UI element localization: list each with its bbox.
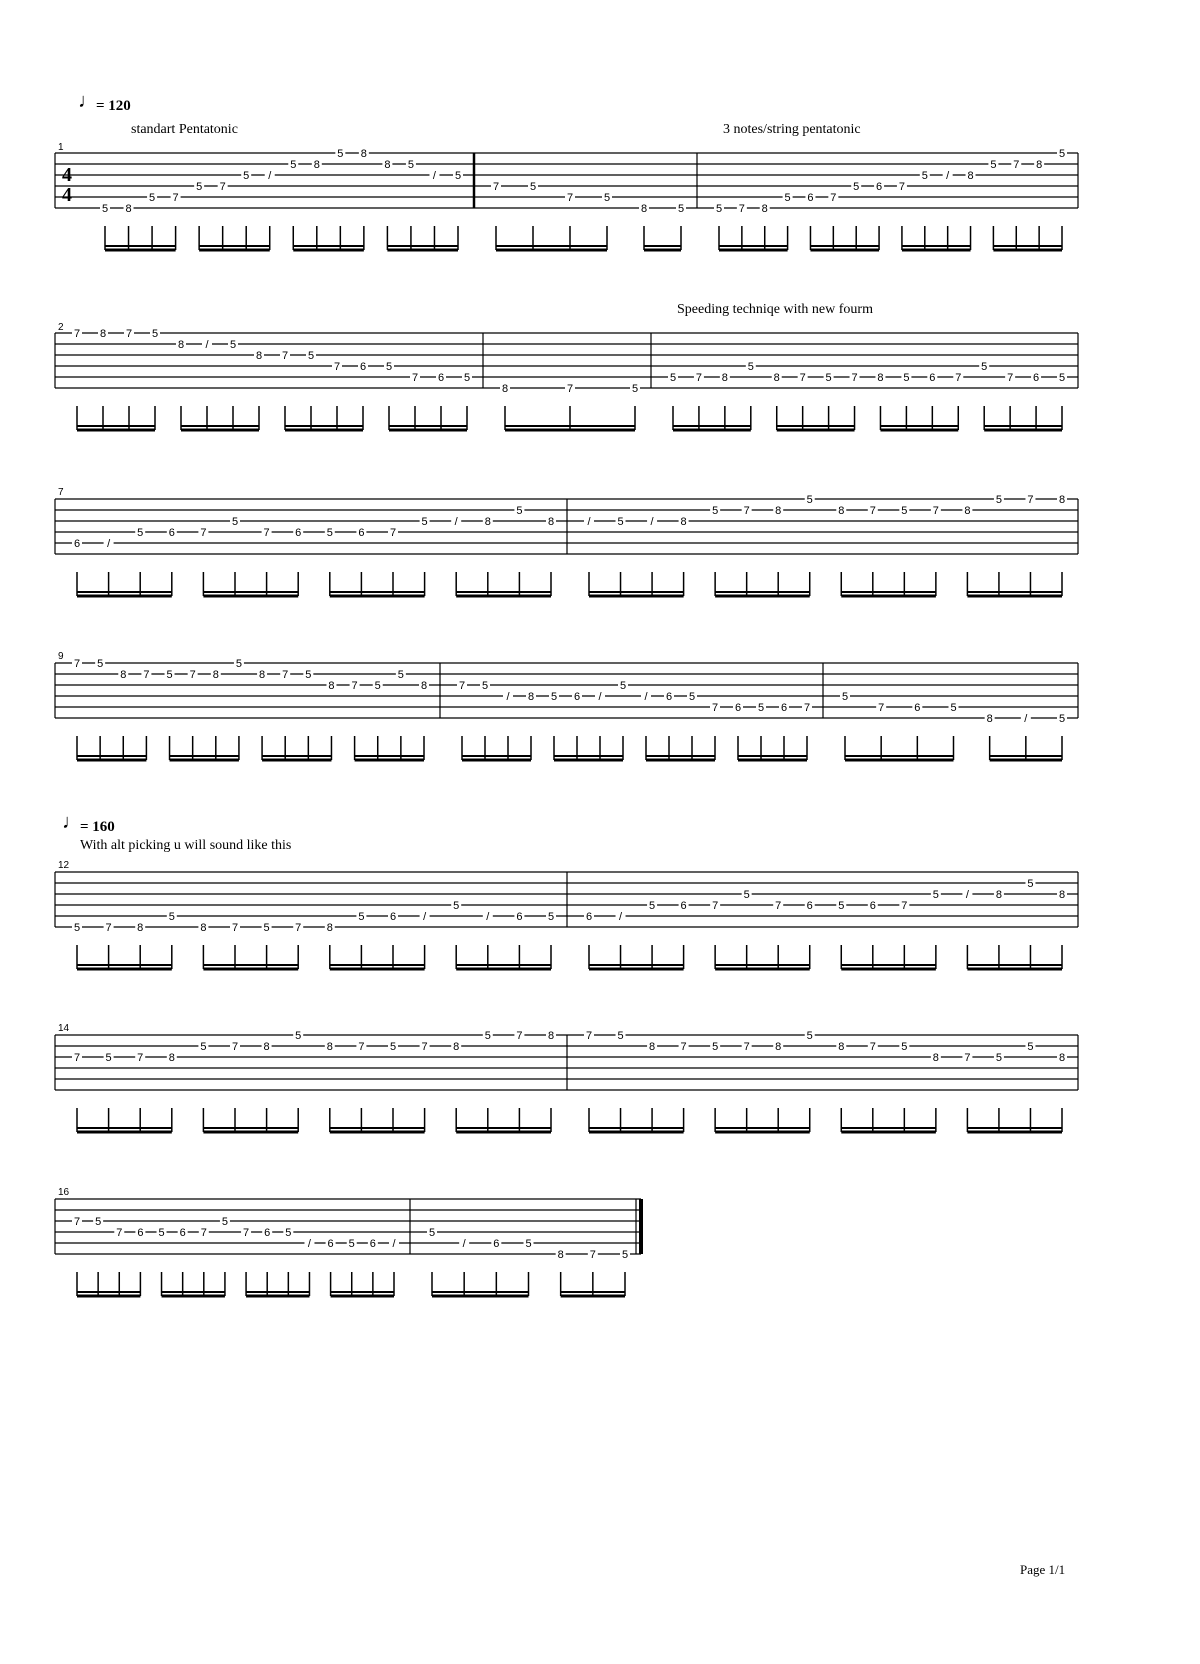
fret-number: 5 bbox=[326, 527, 333, 539]
fret-number: 5 bbox=[481, 680, 489, 692]
fret-number: 8 bbox=[773, 372, 780, 384]
fret-number: 5 bbox=[841, 691, 849, 703]
fret-number: 7 bbox=[172, 192, 179, 204]
fret-number: 5 bbox=[149, 192, 156, 204]
fret-number: 7 bbox=[878, 702, 885, 714]
fret-number: 6 bbox=[493, 1238, 500, 1250]
fret-number: 6 bbox=[369, 1238, 376, 1250]
fret-number: 8 bbox=[263, 1041, 270, 1053]
fret-number: 7 bbox=[231, 922, 239, 934]
fret-number: 5 bbox=[358, 911, 365, 923]
fret-number: 5 bbox=[101, 203, 109, 215]
fret-number: 8 bbox=[1058, 1052, 1066, 1064]
fret-number: / bbox=[205, 339, 209, 351]
fret-number: 5 bbox=[285, 1227, 292, 1239]
fret-number: 5 bbox=[838, 900, 845, 912]
fret-number: 7 bbox=[585, 1030, 593, 1042]
fret-number: 5 bbox=[516, 505, 523, 517]
fret-number: 7 bbox=[711, 702, 719, 714]
fret-number: 5 bbox=[196, 181, 203, 193]
fret-number: / bbox=[462, 1238, 466, 1250]
fret-number: / bbox=[650, 516, 654, 528]
fret-number: 5 bbox=[932, 889, 939, 901]
fret-number: 8 bbox=[967, 170, 974, 182]
fret-number: 5 bbox=[235, 658, 242, 670]
measure-number: 9 bbox=[58, 651, 64, 662]
fret-number: 6 bbox=[73, 538, 81, 550]
fret-number: 8 bbox=[501, 383, 509, 395]
fret-number: 7 bbox=[516, 1030, 523, 1042]
fret-number: 8 bbox=[453, 1041, 460, 1053]
fret-number: 5 bbox=[550, 691, 558, 703]
fret-number: 7 bbox=[830, 192, 837, 204]
fret-number: 8 bbox=[1036, 159, 1043, 171]
fret-number: 5 bbox=[669, 372, 677, 384]
fret-number: 5 bbox=[712, 505, 719, 517]
fret-number: 7 bbox=[1007, 372, 1014, 384]
fret-number: 8 bbox=[877, 372, 884, 384]
fret-number: 5 bbox=[385, 361, 393, 373]
fret-number: 6 bbox=[734, 702, 742, 714]
fret-number: 5 bbox=[784, 192, 791, 204]
fret-number: 6 bbox=[573, 691, 581, 703]
fret-number: 5 bbox=[305, 669, 312, 681]
fret-number: 5 bbox=[168, 911, 175, 923]
fret-number: 5 bbox=[995, 494, 1002, 506]
fret-number: / bbox=[587, 516, 591, 528]
fret-number: 5 bbox=[747, 361, 754, 373]
fret-number: 8 bbox=[761, 203, 768, 215]
fret-number: 6 bbox=[359, 361, 367, 373]
fret-number: 6 bbox=[389, 911, 397, 923]
time-signature-bottom: 4 bbox=[62, 184, 72, 206]
measure-number: 7 bbox=[58, 487, 64, 498]
fret-number: 5 bbox=[389, 1041, 397, 1053]
fret-number: 5 bbox=[901, 505, 908, 517]
fret-number: 6 bbox=[168, 527, 175, 539]
fret-number: 7 bbox=[566, 192, 574, 204]
fret-number: 5 bbox=[421, 516, 428, 528]
fret-number: 8 bbox=[986, 713, 993, 725]
fret-number: 5 bbox=[290, 159, 297, 171]
fret-number: 5 bbox=[463, 372, 471, 384]
fret-number: 5 bbox=[374, 680, 381, 692]
fret-number: 7 bbox=[775, 900, 782, 912]
fret-number: 7 bbox=[743, 505, 750, 517]
fret-number: 5 bbox=[307, 350, 315, 362]
fret-number: 8 bbox=[99, 328, 107, 340]
fret-number: 8 bbox=[212, 669, 219, 681]
fret-number: 5 bbox=[677, 203, 685, 215]
fret-number: 5 bbox=[454, 170, 462, 182]
fret-number: 8 bbox=[775, 505, 782, 517]
fret-number: 7 bbox=[898, 181, 905, 193]
fret-number: 5 bbox=[901, 1041, 908, 1053]
fret-number: 8 bbox=[177, 339, 185, 351]
fret-number: 7 bbox=[137, 1052, 144, 1064]
fret-number: 5 bbox=[243, 170, 250, 182]
fret-number: 5 bbox=[1058, 713, 1066, 725]
fret-number: 7 bbox=[851, 372, 858, 384]
fret-number: 7 bbox=[389, 527, 397, 539]
fret-number: 5 bbox=[337, 148, 344, 160]
fret-number: / bbox=[1024, 713, 1028, 725]
annotation-3nps: 3 notes/string pentatonic bbox=[723, 122, 861, 137]
measure-number: 2 bbox=[58, 322, 64, 333]
fret-number: 5 bbox=[525, 1238, 532, 1250]
fret-number: 6 bbox=[516, 911, 523, 923]
fret-number: 8 bbox=[137, 922, 144, 934]
fret-number: 7 bbox=[869, 1041, 876, 1053]
page-footer: Page 1/1 bbox=[1020, 1562, 1066, 1577]
fret-number: 8 bbox=[360, 148, 367, 160]
fret-number: 5 bbox=[950, 702, 957, 714]
fret-number: 7 bbox=[955, 372, 962, 384]
fret-number: 8 bbox=[255, 350, 263, 362]
fret-number: 6 bbox=[137, 1227, 144, 1239]
fret-number: 5 bbox=[921, 170, 928, 182]
fret-number: 5 bbox=[1058, 148, 1066, 160]
time-signature-top: 4 bbox=[62, 164, 72, 186]
fret-number: 5 bbox=[137, 527, 144, 539]
fret-number: 5 bbox=[995, 1052, 1002, 1064]
fret-number: 7 bbox=[105, 922, 112, 934]
fret-number: 5 bbox=[825, 372, 832, 384]
fret-number: 8 bbox=[640, 203, 648, 215]
fret-number: 8 bbox=[125, 203, 132, 215]
fret-number: 8 bbox=[313, 159, 320, 171]
fret-number: 7 bbox=[869, 505, 876, 517]
fret-number: 5 bbox=[1027, 1041, 1034, 1053]
fret-number: 8 bbox=[557, 1249, 564, 1261]
fret-number: 8 bbox=[547, 1030, 555, 1042]
fret-number: 8 bbox=[259, 669, 266, 681]
fret-number: 5 bbox=[200, 1041, 207, 1053]
fret-number: 5 bbox=[853, 181, 860, 193]
fret-number: 6 bbox=[327, 1238, 334, 1250]
fret-number: / bbox=[423, 911, 427, 923]
fret-number: 8 bbox=[1058, 494, 1066, 506]
fret-number: 7 bbox=[351, 680, 358, 692]
fret-number: 7 bbox=[200, 1227, 207, 1239]
fret-number: 5 bbox=[631, 383, 639, 395]
fret-number: 5 bbox=[95, 1216, 102, 1228]
annotation-standard-pentatonic: standart Pentatonic bbox=[131, 122, 238, 137]
fret-number: 8 bbox=[547, 516, 555, 528]
fret-number: 5 bbox=[617, 516, 624, 528]
fret-number: 7 bbox=[901, 900, 908, 912]
fret-number: 8 bbox=[838, 505, 845, 517]
fret-number: 5 bbox=[263, 922, 270, 934]
tempo-mark-1: = 120 bbox=[96, 98, 131, 114]
fret-number: / bbox=[454, 516, 458, 528]
fret-number: 8 bbox=[484, 516, 491, 528]
fret-number: / bbox=[506, 691, 510, 703]
fret-number: 6 bbox=[869, 900, 876, 912]
fret-number: 7 bbox=[295, 922, 302, 934]
fret-number: 7 bbox=[282, 669, 289, 681]
fret-number: 5 bbox=[397, 669, 404, 681]
fret-number: 7 bbox=[492, 181, 500, 193]
fret-number: 7 bbox=[73, 1052, 81, 1064]
fret-number: 5 bbox=[603, 192, 611, 204]
tempo-note-icon: ♩ bbox=[78, 90, 98, 112]
fret-number: 7 bbox=[695, 372, 702, 384]
fret-number: 5 bbox=[757, 702, 765, 714]
fret-number: 7 bbox=[263, 527, 270, 539]
fret-number: 6 bbox=[929, 372, 936, 384]
fret-number: 5 bbox=[688, 691, 696, 703]
fret-number: 5 bbox=[348, 1238, 355, 1250]
fret-number: 7 bbox=[125, 328, 133, 340]
fret-number: 7 bbox=[1013, 159, 1020, 171]
fret-number: 8 bbox=[326, 922, 333, 934]
fret-number: 7 bbox=[964, 1052, 971, 1064]
fret-number: 5 bbox=[407, 159, 414, 171]
fret-number: 6 bbox=[264, 1227, 271, 1239]
fret-number: 8 bbox=[775, 1041, 782, 1053]
fret-number: 5 bbox=[97, 658, 104, 670]
fret-number: 8 bbox=[168, 1052, 175, 1064]
fret-number: 7 bbox=[743, 1041, 750, 1053]
measure-number: 12 bbox=[58, 860, 70, 871]
fret-number: 8 bbox=[1058, 889, 1066, 901]
fret-number: 8 bbox=[120, 669, 127, 681]
fret-number: 5 bbox=[73, 922, 81, 934]
fret-number: 5 bbox=[715, 203, 723, 215]
fret-number: 8 bbox=[964, 505, 971, 517]
fret-number: 6 bbox=[179, 1227, 186, 1239]
fret-number: 5 bbox=[484, 1030, 491, 1042]
fret-number: 5 bbox=[903, 372, 910, 384]
fret-number: 8 bbox=[838, 1041, 845, 1053]
fret-number: 5 bbox=[151, 328, 159, 340]
fret-number: 7 bbox=[589, 1249, 596, 1261]
fret-number: 6 bbox=[807, 192, 814, 204]
fret-number: 8 bbox=[680, 516, 687, 528]
fret-number: 5 bbox=[712, 1041, 719, 1053]
fret-number: 7 bbox=[799, 372, 806, 384]
fret-number: 8 bbox=[326, 1041, 333, 1053]
fret-number: 5 bbox=[229, 339, 237, 351]
fret-number: 5 bbox=[1027, 878, 1034, 890]
fret-number: 7 bbox=[219, 181, 226, 193]
fret-number: / bbox=[107, 538, 111, 550]
fret-number: 7 bbox=[189, 669, 196, 681]
fret-number: 8 bbox=[328, 680, 335, 692]
fret-number: 7 bbox=[458, 680, 466, 692]
fret-number: / bbox=[644, 691, 648, 703]
fret-number: 5 bbox=[529, 181, 537, 193]
fret-number: 6 bbox=[680, 900, 687, 912]
fret-number: 5 bbox=[428, 1227, 436, 1239]
fret-number: 7 bbox=[680, 1041, 687, 1053]
fret-number: 7 bbox=[243, 1227, 250, 1239]
fret-number: 7 bbox=[803, 702, 811, 714]
fret-number: 7 bbox=[738, 203, 745, 215]
fret-number: 7 bbox=[411, 372, 419, 384]
fret-number: 6 bbox=[876, 181, 883, 193]
fret-number: 5 bbox=[547, 911, 555, 923]
fret-number: 6 bbox=[1033, 372, 1040, 384]
fret-number: 7 bbox=[281, 350, 289, 362]
fret-number: 5 bbox=[231, 516, 239, 528]
fret-number: 5 bbox=[105, 1052, 112, 1064]
fret-number: / bbox=[392, 1238, 396, 1250]
fret-number: 7 bbox=[73, 658, 81, 670]
measure-number: 14 bbox=[58, 1023, 70, 1034]
fret-number: / bbox=[946, 170, 950, 182]
tempo-note-icon: ♩ bbox=[62, 811, 82, 833]
measure-number: 1 bbox=[58, 142, 64, 153]
fret-number: 6 bbox=[665, 691, 673, 703]
fret-number: / bbox=[486, 911, 490, 923]
fret-number: / bbox=[965, 889, 969, 901]
fret-number: 5 bbox=[619, 680, 627, 692]
fret-number: 6 bbox=[914, 702, 921, 714]
fret-number: 7 bbox=[231, 1041, 239, 1053]
fret-number: 7 bbox=[73, 1216, 81, 1228]
fret-number: 8 bbox=[200, 922, 207, 934]
fret-number: 7 bbox=[200, 527, 207, 539]
fret-number: 8 bbox=[649, 1041, 656, 1053]
fret-number: 5 bbox=[166, 669, 173, 681]
fret-number: 7 bbox=[421, 1041, 428, 1053]
fret-number: 7 bbox=[566, 383, 574, 395]
fret-number: 5 bbox=[806, 494, 813, 506]
fret-number: / bbox=[307, 1238, 311, 1250]
fret-number: 7 bbox=[333, 361, 341, 373]
fret-number: 5 bbox=[1058, 372, 1066, 384]
fret-number: 7 bbox=[73, 328, 81, 340]
fret-number: 5 bbox=[221, 1216, 228, 1228]
fret-number: / bbox=[268, 170, 272, 182]
fret-number: 7 bbox=[712, 900, 719, 912]
fret-number: 7 bbox=[143, 669, 150, 681]
measure-number: 16 bbox=[58, 1187, 70, 1198]
fret-number: 7 bbox=[1027, 494, 1034, 506]
fret-number: 5 bbox=[743, 889, 750, 901]
annotation-speeding: Speeding techniqe with new fourm bbox=[677, 302, 873, 317]
fret-number: 7 bbox=[358, 1041, 365, 1053]
fret-number: 8 bbox=[420, 680, 428, 692]
fret-number: 6 bbox=[295, 527, 302, 539]
fret-number: 8 bbox=[995, 889, 1002, 901]
fret-number: 5 bbox=[806, 1030, 813, 1042]
fret-number: / bbox=[619, 911, 623, 923]
fret-number: 6 bbox=[780, 702, 788, 714]
fret-number: 5 bbox=[981, 361, 988, 373]
fret-number: 7 bbox=[932, 505, 939, 517]
fret-number: 6 bbox=[358, 527, 365, 539]
fret-number: 6 bbox=[585, 911, 593, 923]
fret-number: / bbox=[432, 170, 436, 182]
fret-number: 8 bbox=[932, 1052, 939, 1064]
fret-number: 8 bbox=[384, 159, 391, 171]
fret-number: 6 bbox=[806, 900, 813, 912]
fret-number: 5 bbox=[453, 900, 460, 912]
tempo-mark-2: = 160 bbox=[80, 819, 115, 835]
fret-number: / bbox=[598, 691, 602, 703]
fret-number: 6 bbox=[437, 372, 445, 384]
annotation-alt-picking: With alt picking u will sound like this bbox=[80, 838, 292, 853]
fret-number: 5 bbox=[621, 1249, 629, 1261]
fret-number: 8 bbox=[527, 691, 535, 703]
fret-number: 5 bbox=[617, 1030, 624, 1042]
fret-number: 5 bbox=[295, 1030, 302, 1042]
fret-number: 8 bbox=[721, 372, 728, 384]
fret-number: 5 bbox=[649, 900, 656, 912]
fret-number: 5 bbox=[990, 159, 997, 171]
fret-number: 5 bbox=[158, 1227, 165, 1239]
fret-number: 7 bbox=[116, 1227, 123, 1239]
